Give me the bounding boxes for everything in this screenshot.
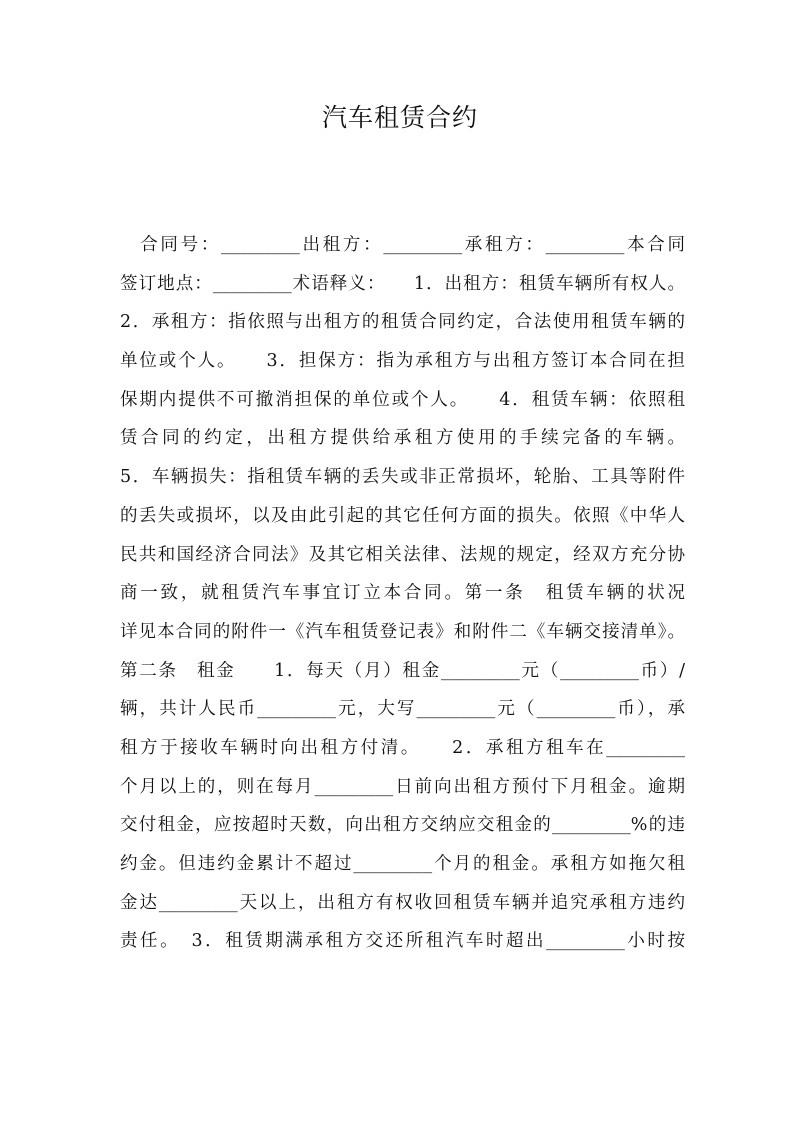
body-line: 个月以上的，则在每月_________日前向出租方预付下月租金。逾期: [120, 776, 685, 797]
body-line: 详见本合同的附件一《汽车租赁登记表》和附件二《车辆交接清单》。: [120, 621, 685, 642]
body-line: 签订地点：_________术语释义： 1．出租方：租赁车辆所有权人。: [120, 273, 685, 294]
body-line: 商一致，就租赁汽车事宜订立本合同。第一条 租赁车辆的状况: [120, 583, 685, 604]
body-line: 辆，共计人民币_________元，大写_________元（_________币），承: [120, 699, 685, 720]
body-line: 合同号：_________出租方：_________承租方：_________本合同: [120, 235, 685, 255]
body-line: 责任。 3．租赁期满承租方交还所租汽车时超出_________小时按: [120, 931, 685, 952]
document-title: 汽车租赁合约: [321, 103, 478, 132]
body-line: 租方于接收车辆时向出租方付清。 2．承租方租车在_________: [120, 737, 685, 758]
body-line: 的丢失或损坏，以及由此引起的其它任何方面的损失。依照《中华人: [120, 505, 685, 526]
body-line: 金达_________天以上，出租方有权收回租赁车辆并追究承租方违约: [120, 892, 685, 913]
body-line: 单位或个人。 3．担保方：指为承租方与出租方签订本合同在担: [120, 351, 685, 372]
body-line: 民共和国经济合同法》及其它相关法律、法规的规定，经双方充分协: [120, 544, 685, 565]
body-line: 2．承租方：指依照与出租方的租赁合同约定，合法使用租赁车辆的: [120, 312, 685, 333]
body-line: 赁合同的约定，出租方提供给承租方使用的手续完备的车辆。: [120, 428, 685, 449]
body-line: 5．车辆损失：指租赁车辆的丢失或非正常损坏，轮胎、工具等附件: [120, 467, 685, 488]
body-line: 约金。但违约金累计不超过_________个月的租金。承租方如拖欠租: [120, 854, 685, 874]
contract-body: [120, 226, 685, 961]
body-line: 第二条 租金 1．每天（月）租金_________元（_________币）/: [120, 660, 685, 681]
body-line: 保期内提供不可撤消担保的单位或个人。 4．租赁车辆：依照租: [120, 389, 685, 410]
body-line: 交付租金，应按超时天数，向出租方交纳应交租金的_________%的违: [120, 815, 685, 836]
